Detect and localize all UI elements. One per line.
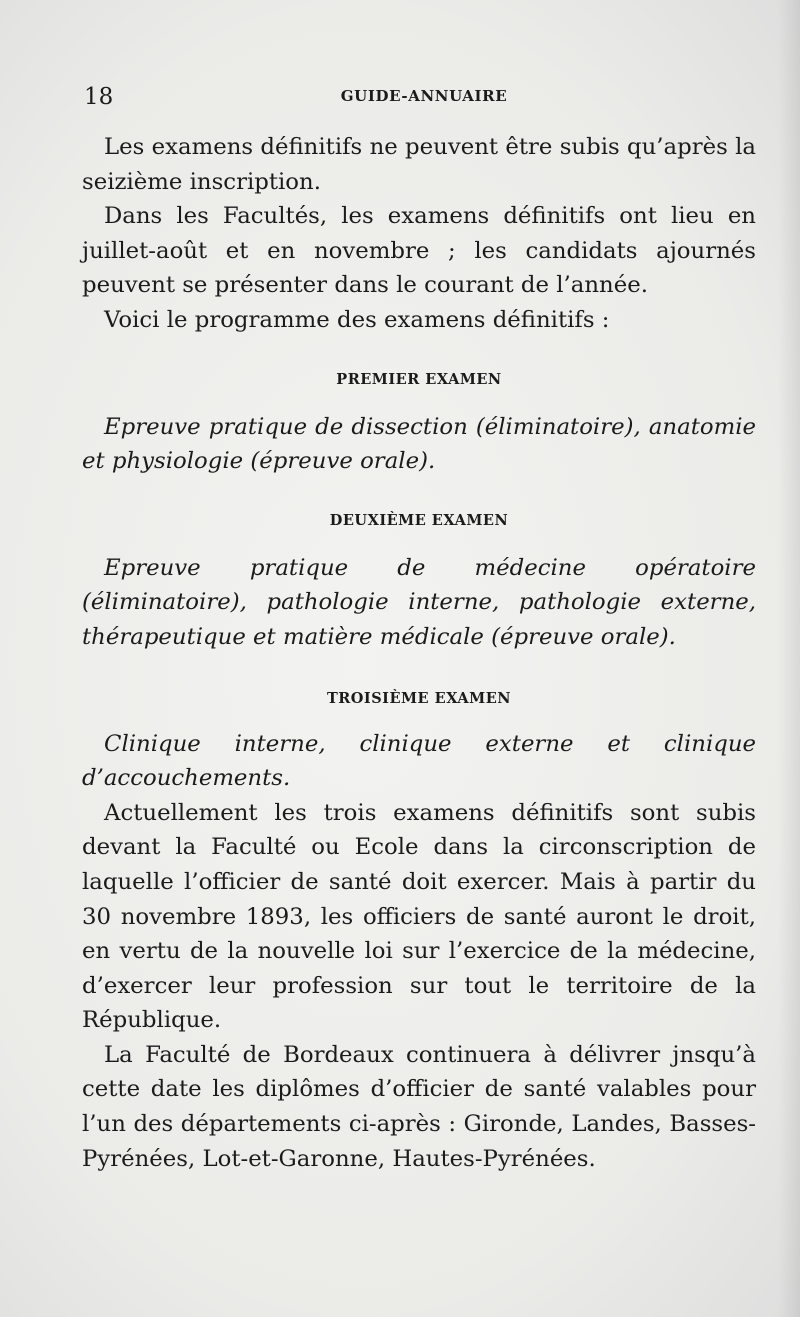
exam-description-second: Epreuve pratique de médecine opératoire (éliminatoire), pathologie interne, pathologie externe, thérapeutique et matière médicale (épreuve orale). bbox=[82, 554, 756, 650]
running-title: GUIDE-ANNUAIRE bbox=[340, 87, 508, 105]
exam-heading-first: PREMIER EXAMEN bbox=[336, 370, 502, 388]
paragraph: Actuellement les trois examens définitifs sont subis devant la Faculté ou Ecole dans la circonscription de laquelle l’officier de santé doit exercer. Mais à partir du 30 novembre 1893, les officiers de santé auront le droit, en vertu de la nouvelle loi sur l’exercice de la médecine, d’exercer leur profession sur tout le territoire de la République. bbox=[82, 799, 756, 1034]
page-edge-shadow bbox=[778, 0, 800, 1317]
body-text bbox=[82, 130, 756, 1176]
paragraph: La Faculté de Bordeaux continuera à délivrer jnsqu’à cette date les diplômes d’officier de santé valables pour l’un des départements ci-après : Gironde, Landes, Basses-Pyrénées, Lot-et-Garonne, Hautes-Pyrénées. bbox=[82, 1041, 756, 1172]
page-header bbox=[84, 84, 764, 114]
page-number: 18 bbox=[84, 84, 114, 110]
paragraph: Dans les Facultés, les examens définitifs ont lieu en juillet-août et en novembre ; les candidats ajournés peuvent se présenter dans le courant de l’année. bbox=[82, 203, 756, 299]
paragraph: Voici le programme des examens définitifs : bbox=[104, 306, 610, 333]
exam-description-first: Epreuve pratique de dissection (éliminatoire), anatomie et physiologie (épreuve orale). bbox=[82, 413, 756, 475]
exam-description-third: Clinique interne, clinique externe et clinique d’accouchements. bbox=[82, 730, 756, 792]
exam-heading-second: DEUXIÈME EXAMEN bbox=[329, 511, 509, 529]
exam-heading-third: TROISIÈME EXAMEN bbox=[326, 689, 512, 707]
paragraph: Les examens définitifs ne peuvent être subis qu’après la seizième inscription. bbox=[82, 134, 756, 195]
